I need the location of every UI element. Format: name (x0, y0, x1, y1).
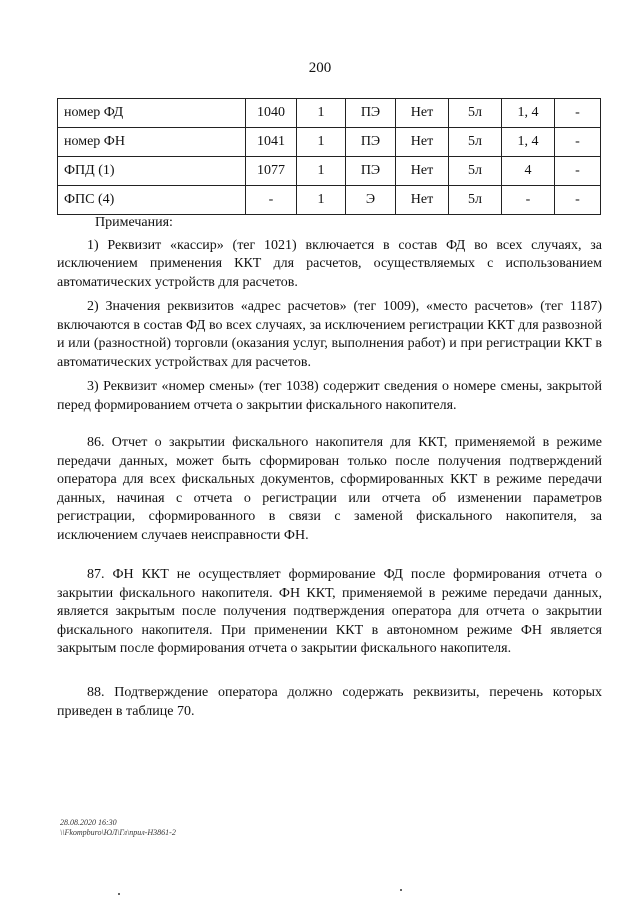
footer (60, 818, 176, 838)
paragraph-86 (57, 434, 602, 545)
table-row (58, 157, 601, 186)
table-cell: - (555, 99, 601, 128)
scan-dot (400, 889, 402, 891)
table-cell: 5л (449, 128, 502, 157)
note-3: 3) Реквизит «номер смены» (тег 1038) содержит сведения о номере смены, закрытой перед формированием отчета о закрытии фискального накопителя. (57, 379, 602, 413)
paragraph-87-text: 87. ФН ККТ не осуществляет формирование ФД после формирования отчета о закрытии фискального накопителя. ФН ККТ, применяемой в режиме передачи данных, является закрытым после получения подтверждения оператора для отчета о закрытии фискального накопителя. При применении ККТ в автономном режиме ФН является закрытым после формирования отчета о закрытии фискального накопителя. (57, 567, 602, 656)
note-1: 1) Реквизит «кассир» (тег 1021) включается в состав ФД во всех случаях, за исключением применения ККТ для расчетов, осуществляемых с использованием автоматических устройств для расчетов. (57, 237, 602, 290)
paragraph-88-text: 88. Подтверждение оператора должно содержать реквизиты, перечень которых приведен в таблице 70. (57, 685, 602, 719)
paragraph-87 (57, 566, 602, 659)
table-cell: 1041 (246, 128, 297, 157)
table-cell: 1, 4 (502, 99, 555, 128)
table-cell: 1 (297, 157, 346, 186)
table-cell: 1 (297, 99, 346, 128)
table-cell: Нет (396, 186, 449, 215)
table-row (58, 128, 601, 157)
table-cell: ФПС (4) (58, 186, 246, 215)
table-cell: - (246, 186, 297, 215)
requisites-table (57, 98, 601, 215)
table-row (58, 99, 601, 128)
table-cell: 4 (502, 157, 555, 186)
table-cell: ФПД (1) (58, 157, 246, 186)
table-cell: - (555, 128, 601, 157)
table-cell: 1, 4 (502, 128, 555, 157)
table-row (58, 186, 601, 215)
table-cell: ПЭ (346, 157, 396, 186)
table-cell: номер ФД (58, 99, 246, 128)
paragraph-86-text: 86. Отчет о закрытии фискального накопителя для ККТ, применяемой в режиме передачи данных, может быть сформирован только после получения подтверждений оператора для всех фискальных документов, сформированных ККТ в режиме передачи данных, начиная с отчета о регистрации или отчета об изменении параметров регистрации, сформированного в связи с заменой фискального накопителя, за исключением случаев неисправности ФН. (57, 435, 602, 543)
table-cell: 1 (297, 186, 346, 215)
notes-title: Примечания: (95, 215, 173, 230)
page-number: 200 (308, 60, 332, 76)
table-cell: ПЭ (346, 128, 396, 157)
footer-date: 28.08.2020 16:30 (60, 818, 117, 827)
table-cell: - (502, 186, 555, 215)
table-cell: - (555, 157, 601, 186)
notes-section (57, 214, 602, 415)
table-cell: ПЭ (346, 99, 396, 128)
table-cell: 5л (449, 157, 502, 186)
scan-dot (118, 893, 120, 895)
table-cell: 1040 (246, 99, 297, 128)
table-cell: 5л (449, 99, 502, 128)
table-cell: Э (346, 186, 396, 215)
table-cell: номер ФН (58, 128, 246, 157)
table-cell: Нет (396, 128, 449, 157)
table-cell: Нет (396, 99, 449, 128)
table-cell: 5л (449, 186, 502, 215)
table-cell: Нет (396, 157, 449, 186)
table-cell: 1 (297, 128, 346, 157)
table-cell: 1077 (246, 157, 297, 186)
note-2: 2) Значения реквизитов «адрес расчетов» (тег 1009), «место расчетов» (тег 1187) включаются в состав ФД во всех случаях, за исключением регистрации ККТ для развозной и или (разностной) торговли (оказания услуг, выполнения работ) и при регистрации ККТ в автоматических устройствах для расчетов. (57, 299, 602, 370)
paragraph-88 (57, 684, 602, 721)
footer-path: \\Fkompburo\ЮЛ\Гл\прил-Н3861-2 (60, 828, 176, 837)
table-cell: - (555, 186, 601, 215)
